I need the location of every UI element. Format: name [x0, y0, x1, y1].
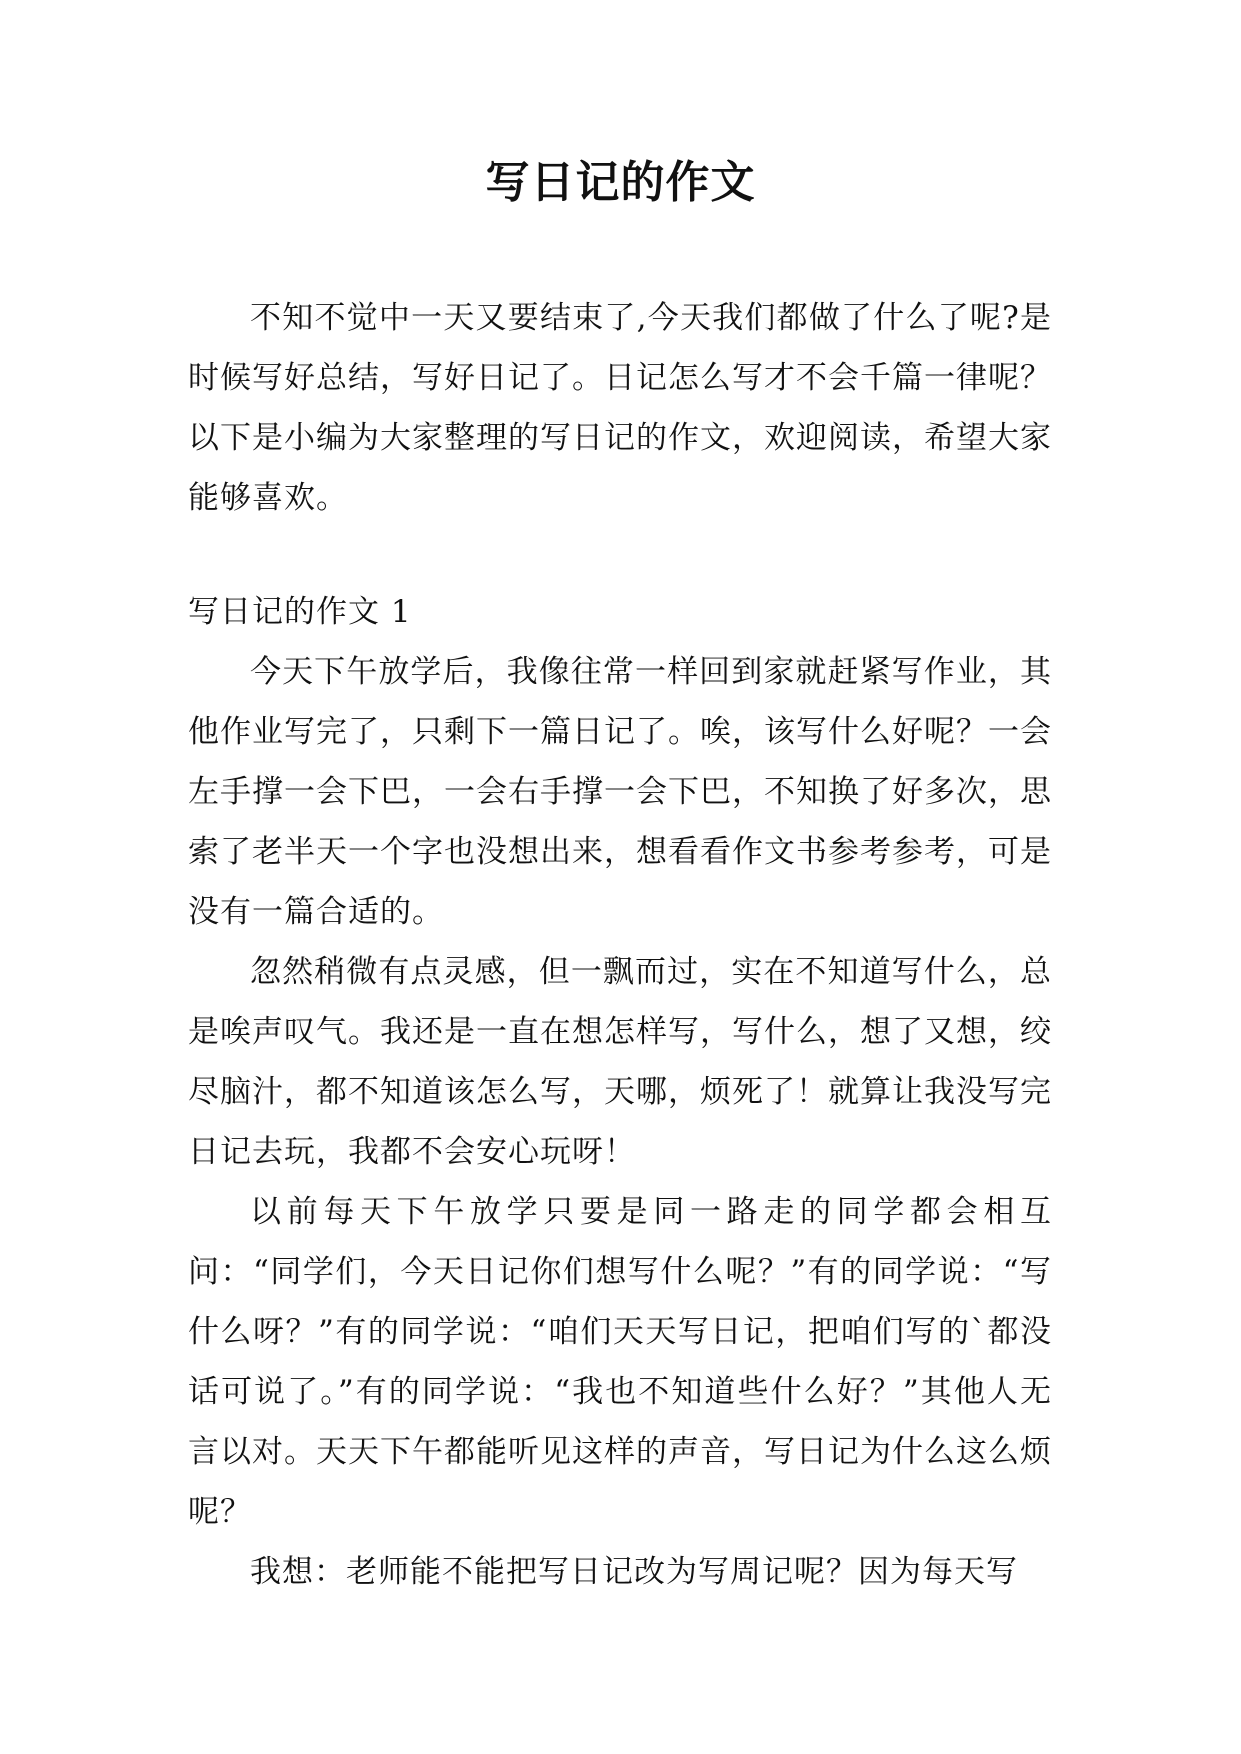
body-paragraph-4: 我想：老师能不能把写日记改为写周记呢？因为每天写	[250, 1554, 1018, 1590]
body-paragraph-1: 今天下午放学后，我像往常一样回到家就赶紧写作业，其他作业写完了，只剩下一篇日记了。唉，该写什么好呢？一会左手撑一会下巴，一会右手撑一会下巴，不知换了好多次，思索了老半天一个字也没想出来，想看看作文书参考参考，可是没有一篇合适的。	[188, 654, 1052, 930]
intro-paragraph: 不知不觉中一天又要结束了,今天我们都做了什么了呢?是时候写好总结，写好日记了。日记怎么写才不会千篇一律呢？以下是小编为大家整理的写日记的作文，欢迎阅读，希望大家能够喜欢。	[188, 300, 1052, 516]
body-paragraph-2: 忽然稍微有点灵感，但一飘而过，实在不知道写什么，总是唉声叹气。我还是一直在想怎样写，写什么，想了又想，绞尽脑汁，都不知道该怎么写，天哪，烦死了！就算让我没写完日记去玩，我都不会安心玩呀！	[188, 954, 1052, 1170]
section-heading: 写日记的作文 1	[188, 594, 412, 630]
document-title: 写日记的作文	[485, 157, 756, 208]
document-body	[188, 288, 1052, 1602]
body-paragraph-3: 以前每天下午放学只要是同一路走的同学都会相互问：“同学们，今天日记你们想写什么呢？”有的同学说：“写什么呀？”有的同学说：“咱们天天写日记，把咱们写的`都没话可说了。”有的同学说：“我也不知道些什么好？”其他人无言以对。天天下午都能听见这样的声音，写日记为什么这么烦呢？	[188, 1194, 1052, 1530]
